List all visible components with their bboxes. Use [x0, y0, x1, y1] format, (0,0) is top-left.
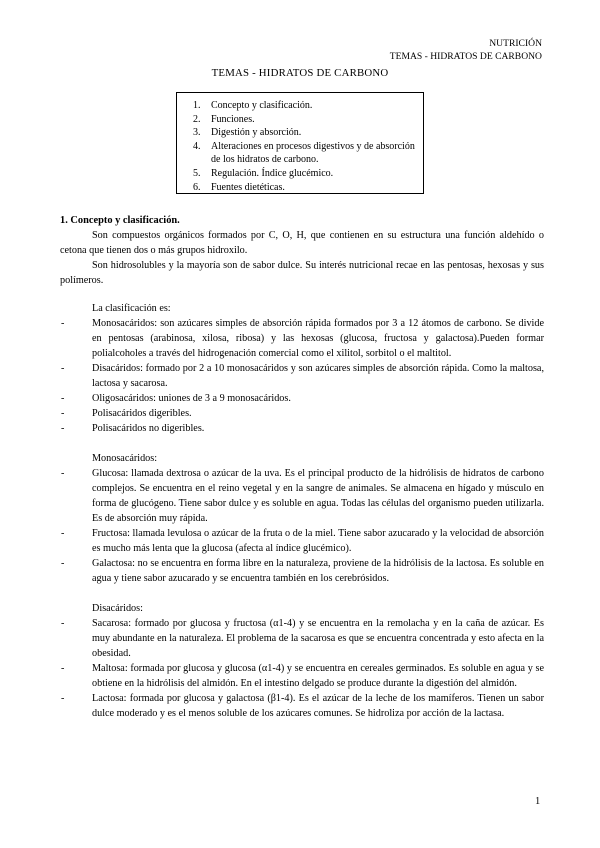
- list-item: - Lactosa: formada por glucosa y galactosa (β1-4). Es el azúcar de la leche de los mamíferos. Tienen un sabor dulce moderado y es el menos soluble de los azúcares comunes. Se hidroliza por acción de la lactasa.: [60, 691, 544, 721]
- list-item: - Maltosa: formada por glucosa y glucosa (α1-4) y se encuentra en cereales germinados. Es soluble en agua y se obtiene en la hidrólisis del almidón. En el intestino delgado se produce durante la digestión del almidón.: [60, 661, 544, 691]
- toc-item-number: 4.: [193, 140, 201, 152]
- table-of-contents: [176, 92, 424, 194]
- toc-item: [193, 181, 415, 195]
- toc-item: [193, 126, 415, 140]
- classification-list: [60, 316, 544, 436]
- list-item: - Disacáridos: formado por 2 a 10 monosacáridos y son azúcares simples de absorción rápida. Como la maltosa, lactosa y sacarosa.: [60, 361, 544, 391]
- monosaccharides-label: Monosacáridos:: [92, 453, 158, 464]
- disaccharides-label: Disacáridos:: [92, 603, 143, 614]
- paragraph: Son hidrosolubles y la mayoría son de sabor dulce. Su interés nutricional recae en las pentosas, hexosas y sus polímeros.: [60, 260, 544, 286]
- list-item: - Fructosa: llamada levulosa o azúcar de la fruta o de la miel. Tiene sabor azucarado y la velocidad de absorción es mucho más lenta que la glucosa (afecta al índice glucémico).: [60, 526, 544, 556]
- disaccharides-list: [60, 616, 544, 721]
- section-heading: 1. Concepto y clasificación.: [60, 215, 180, 226]
- page-title: TEMAS - HIDRATOS DE CARBONO: [211, 67, 389, 79]
- classification-label: La clasificación es:: [92, 303, 171, 314]
- toc-item-number: 5.: [193, 167, 201, 179]
- toc-item: [193, 99, 415, 113]
- list-item: - Oligosacáridos: uniones de 3 a 9 monosacáridos.: [60, 391, 544, 406]
- running-header: [390, 38, 542, 63]
- list-item: - Polisacáridos digeribles.: [60, 406, 544, 421]
- toc-item: [193, 167, 415, 181]
- header-topic: TEMAS - HIDRATOS DE CARBONO: [389, 50, 542, 62]
- list-item: - Galactosa: no se encuentra en forma libre en la naturaleza, proviene de la hidrólisis de la lactosa. Es soluble en agua y tiene sabor azucarado y se encuentra también en los cerebrósidos.: [60, 556, 544, 586]
- page-number: 1: [535, 796, 541, 807]
- toc-item-text: Alteraciones en procesos digestivos y de absorción de los hidratos de carbono.: [211, 140, 415, 166]
- toc-item-text: Fuentes dietéticas.: [211, 181, 285, 193]
- toc-item-text: Concepto y clasificación.: [211, 100, 313, 111]
- toc-item-number: 2.: [193, 113, 201, 125]
- toc-item-number: 1.: [193, 100, 201, 111]
- list-item: - Polisacáridos no digeribles.: [60, 421, 544, 436]
- toc-item: [193, 113, 415, 127]
- toc-item-number: 6.: [193, 181, 201, 193]
- header-subject: NUTRICIÓN: [489, 38, 542, 49]
- list-item: - Sacarosa: formado por glucosa y fructosa (α1-4) y se encuentra en la remolacha y en la caña de azúcar. Es muy abundante en la naturaleza. El problema de la sacarosa es que se encuentra concentrada y esto afecta en la obesidad.: [60, 616, 544, 661]
- list-item: - Monosacáridos: son azúcares simples de absorción rápida formados por 3 a 12 átomos de carbono. Se divide en pentosas (arabinosa, xilosa, ribosa) y las hexosas (glucosa, fructosa y galactosa).Pueden formar polialcoholes a través del hidrogenación comercial como el xilitol, sorbitol o el maltitol.: [60, 316, 544, 361]
- toc-item-text: Funciones.: [211, 113, 255, 125]
- toc-item-text: Regulación. Índice glucémico.: [211, 167, 334, 179]
- document-body: [60, 213, 544, 721]
- toc-item-text: Digestión y absorción.: [211, 127, 302, 139]
- monosaccharides-list: [60, 466, 544, 586]
- toc-item: [193, 140, 415, 167]
- list-item: - Glucosa: llamada dextrosa o azúcar de la uva. Es el principal producto de la hidrólisis de hidratos de carbono complejos. Se encuentra en el reino vegetal y en la sangre de animales. Se almacena en hígado y músculo en forma de glucógeno. Tiene sabor dulce y es soluble en agua. Todas las células del organismo pueden utilizarla. Es de absorción muy rápida.: [60, 466, 544, 526]
- paragraph: Son compuestos orgánicos formados por C, O, H, que contienen en su estructura una función aldehído o cetona que tienen dos o más grupos hidroxilo.: [60, 230, 544, 256]
- toc-item-number: 3.: [193, 127, 201, 139]
